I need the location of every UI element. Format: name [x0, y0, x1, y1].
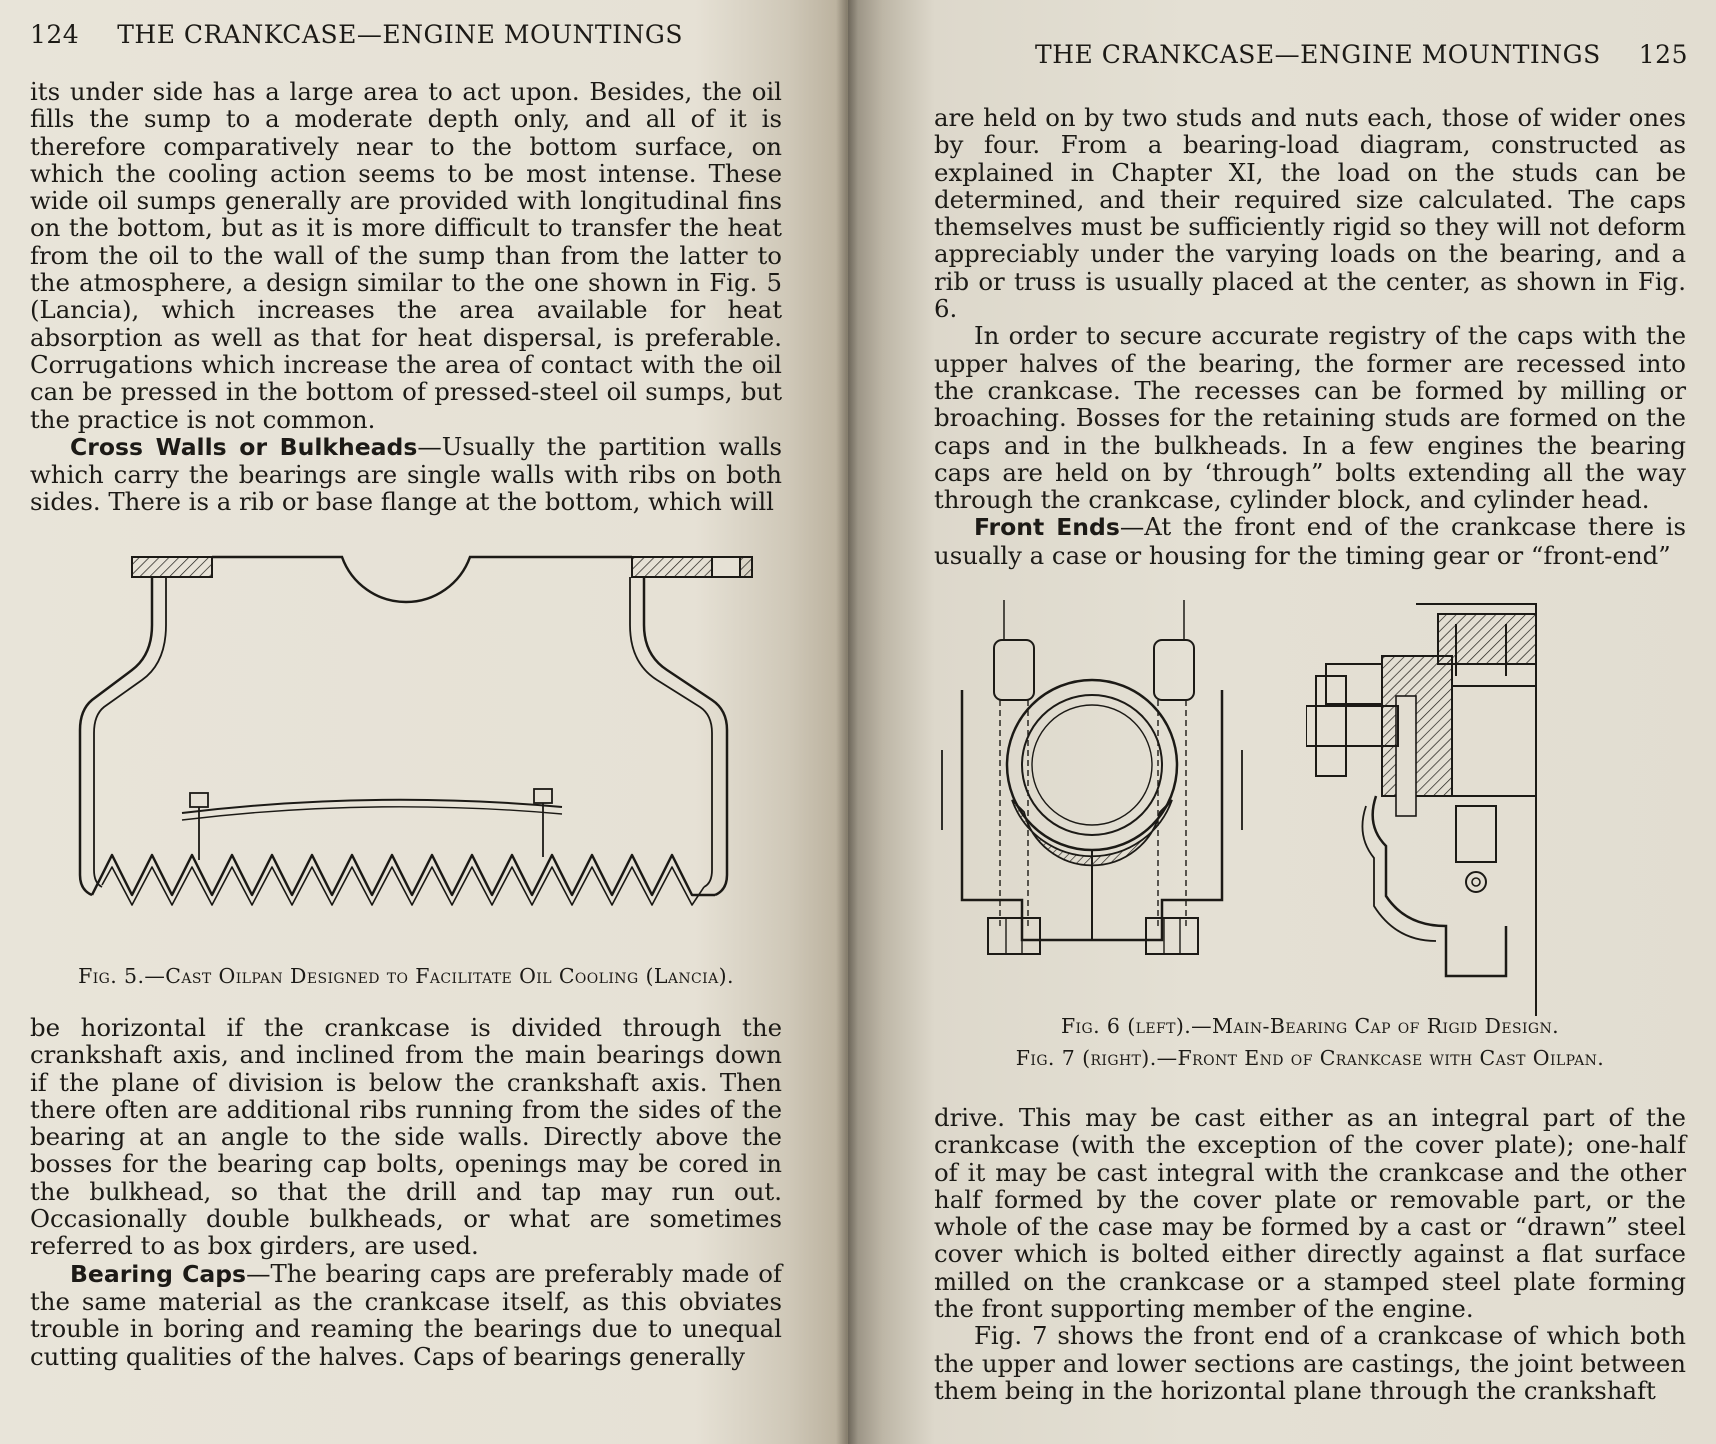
paragraph-front-ends-text: —At the front end of the crankcase there is usually a case or housing for the timing gear or “front-end” — [934, 512, 1686, 570]
paragraph-bulkhead-flange: be horizontal if the crankcase is divided through the crankshaft axis, and inclined from the main bearings down if the plane of division is below the crankshaft axis. Then there often are additional ribs running from the sides of the bearing at an angle to the side walls. Directly above the bosses for the bearing cap bolts, openings may be cored in the bulkhead, so that the drill and tap may run out. Occasionally double bulkheads, or what are sometimes referred to as box girders, are used. — [30, 1013, 782, 1261]
heading-bearing-caps: Bearing Caps — [70, 1259, 247, 1288]
right-text-bottom — [934, 1104, 1686, 1404]
left-running-head — [30, 20, 683, 49]
paragraph-caps-studs: are held on by two studs and nuts each, those of wider ones by four. From a bearing-load diagram, constructed as explained in Chapter XI, the load on the studs can be determined, and their required size calculated. The caps themselves must be sufficiently rigid so they will not deform appreciably under the varying loads on the bearing, and a rib or truss is usually placed at the center, as shown in Fig. 6. — [934, 103, 1686, 324]
left-page — [0, 0, 848, 1444]
paragraph-cross-walls-text: —Usually the partition walls which carry the bearings are single walls with ribs on both sides. There is a rib or base flange at the bottom, which will — [30, 431, 782, 517]
fig6-caption: Fig. 6 (left).—Main-Bearing Cap of Rigid Design. — [1060, 1014, 1560, 1038]
paragraph-bearing-caps — [30, 1260, 782, 1370]
paragraph-oil-sumps: its under side has a large area to act upon. Besides, the oil fills the sump to a moderate depth only, and all of it is therefore comparatively near to the bottom surface, on which the cooling action seems to be most intense. These wide oil sumps generally are provided with longitudinal fins on the bottom, but as it is more difficult to transfer the heat from the oil to the wall of the sump than from the latter to the atmosphere, a design similar to the one shown in Fig. 5 (Lancia), which increases the area available for heat absorption as well as that for heat dispersal, is preferable. Corrugations which increase the area of contact with the oil can be pressed in the bottom of pressed-steel oil sumps, but the practice is not common. — [30, 77, 782, 434]
paragraph-registry: In order to secure accurate registry of the caps with the upper halves of the bearing, the former are recessed into the crankcase. The recesses can be formed by milling or broaching. Bosses for the retaining studs are formed on the caps and in the bulkheads. In a few engines the bearing caps are held on by ‘through” bolts extending all the way through the crankcase, cylinder block, and cylinder head. — [934, 321, 1686, 515]
right-text-top — [934, 104, 1686, 569]
heading-cross-walls: Cross Walls or Bulkheads — [70, 432, 418, 461]
page-number-right: 125 — [1638, 40, 1688, 69]
left-text-top — [30, 78, 782, 516]
paragraph-drive: drive. This may be cast either as an integral part of the crankcase (with the exception of the cover plate); one-half of it may be cast integral with the crankcase and the other half formed by the cover plate or removable part, or the whole of the case may be formed by a cast or “drawn” steel cover which is bolted either directly against a flat surface milled on the crankcase or a stamped steel plate forming the front supporting member of the engine. — [934, 1103, 1686, 1324]
running-head-title-left: THE CRANKCASE—ENGINE MOUNTINGS — [117, 20, 683, 49]
fig6-bearing-cap-drawing — [932, 600, 1252, 970]
fig5-caption: Fig. 5.—Cast Oilpan Designed to Facilitate Oil Cooling (Lancia). — [78, 964, 734, 988]
fig7-caption: Fig. 7 (right).—Front End of Crankcase with Cast Oilpan. — [1015, 1046, 1605, 1070]
fig7-front-end-drawing — [1306, 596, 1546, 1016]
running-head-title-right: THE CRANKCASE—ENGINE MOUNTINGS — [1035, 40, 1601, 69]
book-gutter — [836, 0, 858, 1444]
right-page — [848, 0, 1716, 1444]
page-number-left: 124 — [30, 20, 80, 49]
left-text-bottom — [30, 1014, 782, 1370]
heading-front-ends: Front Ends — [974, 513, 1120, 542]
fig5-oilpan-drawing — [72, 545, 772, 945]
paragraph-front-ends — [934, 513, 1686, 569]
paragraph-cross-walls — [30, 433, 782, 516]
right-running-head — [1035, 40, 1688, 69]
paragraph-fig7: Fig. 7 shows the front end of a crankcase of which both the upper and lower sections are castings, the joint between them being in the horizontal plane through the crankshaft — [934, 1321, 1686, 1405]
paragraph-bearing-caps-text: —The bearing caps are preferably made of the same material as the crankcase itself, as this obviates trouble in boring and reaming the bearings due to unequal cutting qualities of the halves. Caps of bearings generally — [30, 1258, 783, 1371]
